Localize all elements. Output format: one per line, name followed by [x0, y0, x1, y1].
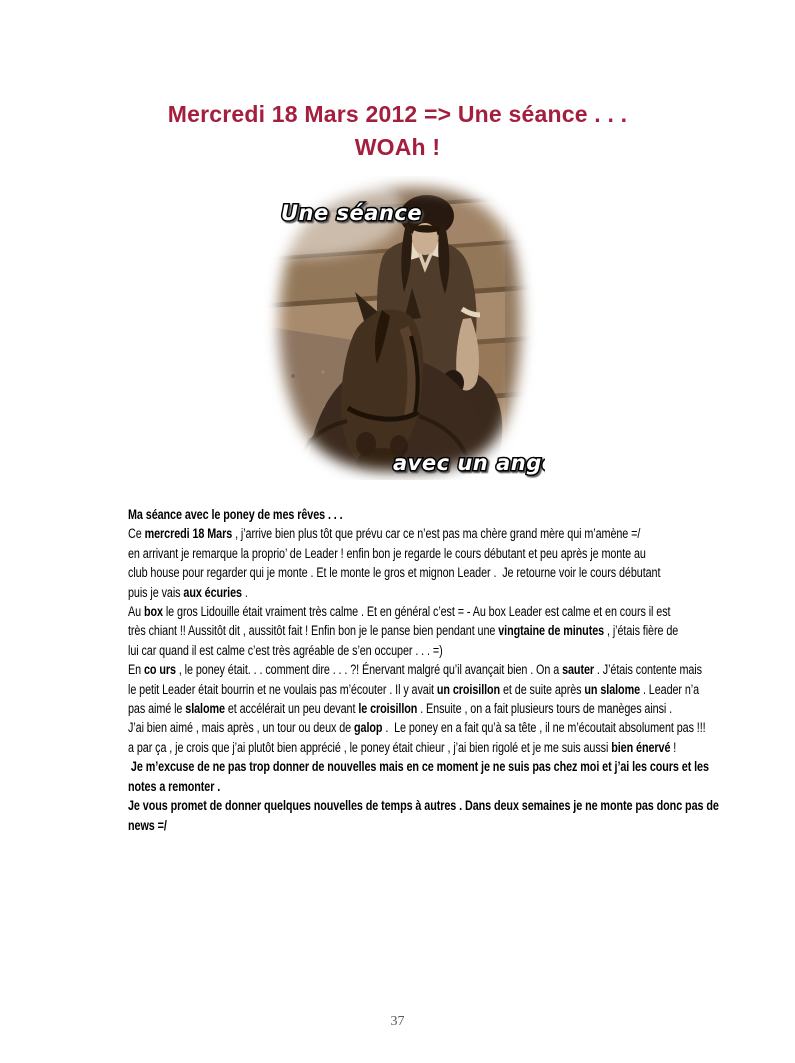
article-line: le petit Leader était bourrin et ne voulais pas m’écouter . Il y avait un croisillon et de suite après un slalome . Leader n’a [128, 681, 700, 697]
article-line: Ce mercredi 18 Mars , j’arrive bien plus tôt que prévu car ce n’est pas ma chère grand mère qui m’amène =/ [128, 526, 641, 542]
article-line: news =/ [128, 817, 167, 833]
article-line: Au box le gros Lidouille était vraiment très calme . Et en général c’est = - Au box Leader est calme et en cours il est [128, 604, 671, 620]
page-title [0, 98, 795, 164]
article-line: lui car quand il est calme c’est très agréable de s’en occuper . . . =) [128, 642, 443, 658]
photo-caption-bottom: avec un ange [393, 451, 545, 475]
article-line: en arrivant je remarque la proprio’ de Leader ! enfin bon je regarde le cours débutant et peu après je monte au [128, 545, 646, 561]
article-line: pas aimé le slalome et accélérait un peu devant le croisillon . Ensuite , on a fait plusieurs tours de manèges ainsi . [128, 701, 673, 717]
page-title-line1: Mercredi 18 Mars 2012 => Une séance . . . [167, 101, 628, 127]
article-text [128, 505, 719, 835]
article-line: très chiant !! Aussitôt dit , aussitôt fait ! Enfin bon je le panse bien pendant une vingtaine de minutes , j’étais fière de [128, 623, 679, 639]
page-title-line2: WOAh ! [354, 134, 441, 160]
photo-caption-top: Une séance [281, 201, 423, 225]
article-line: J’ai bien aimé , mais après , un tour ou deux de galop . Le poney en a fait qu’à sa tête , il ne m’écoutait absolument pas !!! [128, 720, 706, 736]
pony-photo [253, 176, 545, 480]
article-line: En co urs , le poney était. . . comment dire . . . ?! Énervant malgré qu’il avançait bien . On a sauter . J’étais contente mais [128, 662, 702, 678]
article-line: Je m’excuse de ne pas trop donner de nouvelles mais en ce moment je ne suis pas chez moi et j’ai les cours et les [128, 759, 709, 775]
article-line: Ma séance avec le poney de mes rêves . . . [128, 507, 343, 522]
article-line: notes a remonter . [128, 778, 221, 794]
article-line: a par ça , je crois que j’ai plutôt bien apprécié , le poney était chieur , j’ai bien rigolé et je me suis aussi bien énervé ! [128, 739, 677, 755]
pony-photo-illustration [253, 176, 545, 480]
article-line: Je vous promet de donner quelques nouvelles de temps à autres . Dans deux semaines je ne monte pas donc pas de [128, 798, 719, 814]
page-number: 37 [390, 1014, 405, 1029]
article-line: club house pour regarder qui je monte . Et le monte le gros et mignon Leader . Je retourne voir le cours débutant [128, 565, 661, 581]
article-line: puis je vais aux écuries . [128, 584, 248, 600]
